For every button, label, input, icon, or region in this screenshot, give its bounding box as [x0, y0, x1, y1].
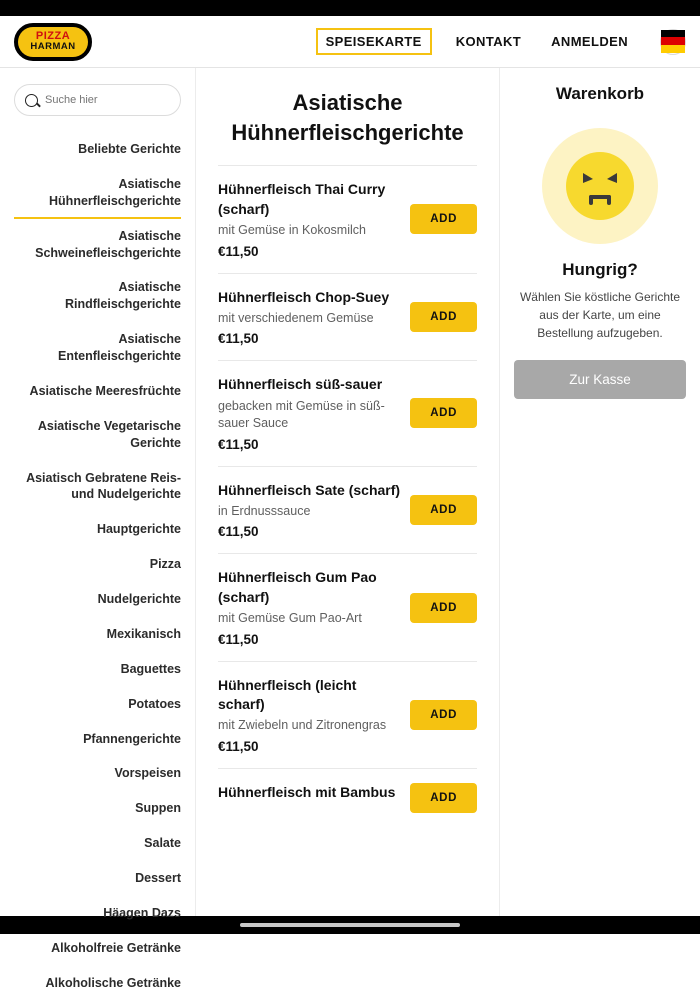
- sidebar-item-baguettes[interactable]: Baguettes: [120, 661, 181, 676]
- logo-line-2: HARMAN: [30, 41, 76, 53]
- status-bar: [0, 0, 700, 16]
- sidebar-item-potatoes[interactable]: Potatoes: [128, 696, 181, 711]
- menu-item-price: €11,50: [218, 524, 259, 540]
- logo[interactable]: [14, 23, 92, 61]
- sidebar-item-suppen[interactable]: Suppen: [135, 801, 181, 816]
- sidebar-item-alkoholische-getraenke[interactable]: Alkoholische Getränke: [45, 975, 181, 990]
- menu-item-description: mit Gemüse in Kokosmilch: [218, 223, 366, 237]
- main-nav: [316, 28, 686, 55]
- menu-item[interactable]: [218, 165, 477, 272]
- category-list: [14, 132, 181, 1001]
- menu-item[interactable]: [218, 553, 477, 660]
- add-to-cart-button[interactable]: ADD: [410, 398, 477, 428]
- menu-item-price: €11,50: [218, 243, 259, 259]
- menu-item-name: Hühnerfleisch Chop-Suey: [218, 288, 390, 305]
- add-to-cart-button[interactable]: ADD: [410, 302, 477, 332]
- menu-item-name: Hühnerfleisch Thai Curry (scharf): [218, 181, 386, 217]
- menu-item-price: €11,50: [218, 331, 259, 347]
- menu-item-name: Hühnerfleisch (leicht scharf): [218, 676, 357, 712]
- sidebar-item-asiatisch-gebratene-reis-und-nudelgerichte[interactable]: Asiatisch Gebratene Reis- und Nudelgerichte: [26, 470, 181, 502]
- menu-item-name: Hühnerfleisch Sate (scharf): [218, 481, 401, 498]
- menu-item-price: €11,50: [218, 436, 259, 452]
- sidebar-item-asiatische-vegetarische-gerichte[interactable]: Asiatische Vegetarische Gerichte: [37, 418, 181, 450]
- menu-item[interactable]: [218, 466, 477, 554]
- sidebar-item-asiatische-rindfleischgerichte[interactable]: Asiatische Rindfleischgerichte: [65, 280, 181, 312]
- menu-item-description: gebacken mit Gemüse in süß-sauer Sauce: [218, 398, 385, 431]
- cart-empty-text: Wählen Sie köstliche Gerichte aus der Karte, um eine Bestellung aufzugeben.: [519, 290, 681, 340]
- menu-item-name: Hühnerfleisch Gum Pao (scharf): [218, 569, 377, 605]
- menu-item-description: mit Zwiebeln und Zitronengras: [218, 718, 387, 733]
- empty-cart-face-icon: [542, 128, 658, 244]
- menu-item-info: [218, 180, 400, 258]
- search-icon: [25, 94, 38, 107]
- checkout-button[interactable]: Zur Kasse: [514, 360, 686, 399]
- add-to-cart-button[interactable]: ADD: [410, 593, 477, 623]
- sidebar-item-beliebte-gerichte[interactable]: Beliebte Gerichte: [78, 142, 181, 156]
- sidebar-item-salate[interactable]: Salate: [144, 836, 181, 851]
- menu-item[interactable]: [218, 661, 477, 768]
- menu-item-info: [218, 676, 400, 754]
- cart-title: Warenkorb: [555, 84, 645, 103]
- sidebar-item-pizza[interactable]: Pizza: [149, 557, 181, 572]
- menu-item-price: €11,50: [218, 631, 259, 647]
- sidebar-item-hauptgerichte[interactable]: Hauptgerichte: [96, 522, 181, 537]
- menu-item-description: mit verschiedenem Gemüse: [218, 310, 374, 325]
- logo-badge: [18, 27, 88, 57]
- add-to-cart-button[interactable]: ADD: [410, 204, 477, 234]
- menu-column: [196, 68, 500, 916]
- menu-item-info: [218, 783, 400, 802]
- add-to-cart-button[interactable]: ADD: [410, 783, 477, 813]
- add-to-cart-button[interactable]: ADD: [410, 495, 477, 525]
- sidebar-item-haeagen-dazs[interactable]: Häagen Dazs: [103, 905, 181, 920]
- scroll-indicator[interactable]: [240, 923, 460, 927]
- search-box[interactable]: [14, 84, 181, 116]
- menu-item[interactable]: [218, 768, 477, 827]
- nav-item-anmelden[interactable]: ANMELDEN: [551, 34, 628, 49]
- logo-line-1: PIZZA: [35, 30, 71, 43]
- content-area: [0, 68, 700, 990]
- sidebar-item-alkoholfreie-getraenke[interactable]: Alkoholfreie Getränke: [51, 940, 181, 955]
- cart-empty-title: Hungrig?: [562, 260, 638, 279]
- german-flag-icon[interactable]: [660, 29, 686, 55]
- search-input[interactable]: [45, 94, 170, 106]
- menu-item-name: Hühnerfleisch süß-sauer: [218, 376, 383, 393]
- sidebar-item-asiatische-schweinefleischgerichte[interactable]: Asiatische Schweinefleischgerichte: [35, 228, 181, 260]
- page-title: Asiatische Hühnerfleischgerichte: [231, 90, 464, 145]
- cart-panel: [500, 68, 700, 916]
- add-to-cart-button[interactable]: ADD: [410, 700, 477, 730]
- menu-item-info: [218, 568, 400, 646]
- menu-item-price: €11,50: [218, 738, 259, 754]
- menu-item-info: [218, 375, 400, 451]
- menu-item-info: [218, 481, 400, 540]
- menu-item-description: mit Gemüse Gum Pao-Art: [218, 611, 362, 626]
- sidebar-item-vorspeisen[interactable]: Vorspeisen: [114, 766, 181, 781]
- site-header: [0, 16, 700, 68]
- menu-item-description: in Erdnusssauce: [218, 503, 311, 518]
- sidebar-item-mexikanisch[interactable]: Mexikanisch: [106, 626, 181, 641]
- menu-item-info: [218, 288, 400, 347]
- menu-item[interactable]: [218, 360, 477, 465]
- category-sidebar: [0, 68, 196, 990]
- sidebar-item-nudelgerichte[interactable]: Nudelgerichte: [97, 592, 181, 606]
- menu-item[interactable]: [218, 273, 477, 361]
- sidebar-item-asiatische-huehnerfleischgerichte[interactable]: Asiatische Hühnerfleischgerichte: [14, 167, 181, 219]
- sidebar-item-pfannengerichte[interactable]: Pfannengerichte: [83, 731, 181, 746]
- sidebar-item-asiatische-meeresfruechte[interactable]: Asiatische Meeresfrüchte: [29, 383, 181, 398]
- nav-item-kontakt[interactable]: KONTAKT: [455, 34, 522, 49]
- nav-item-speisekarte[interactable]: SPEISEKARTE: [316, 28, 432, 55]
- sidebar-item-asiatische-entenfleischgerichte[interactable]: Asiatische Entenfleischgerichte: [58, 332, 181, 363]
- menu-item-name: Hühnerfleisch mit Bambus: [218, 783, 396, 800]
- sidebar-item-dessert[interactable]: Dessert: [135, 871, 181, 885]
